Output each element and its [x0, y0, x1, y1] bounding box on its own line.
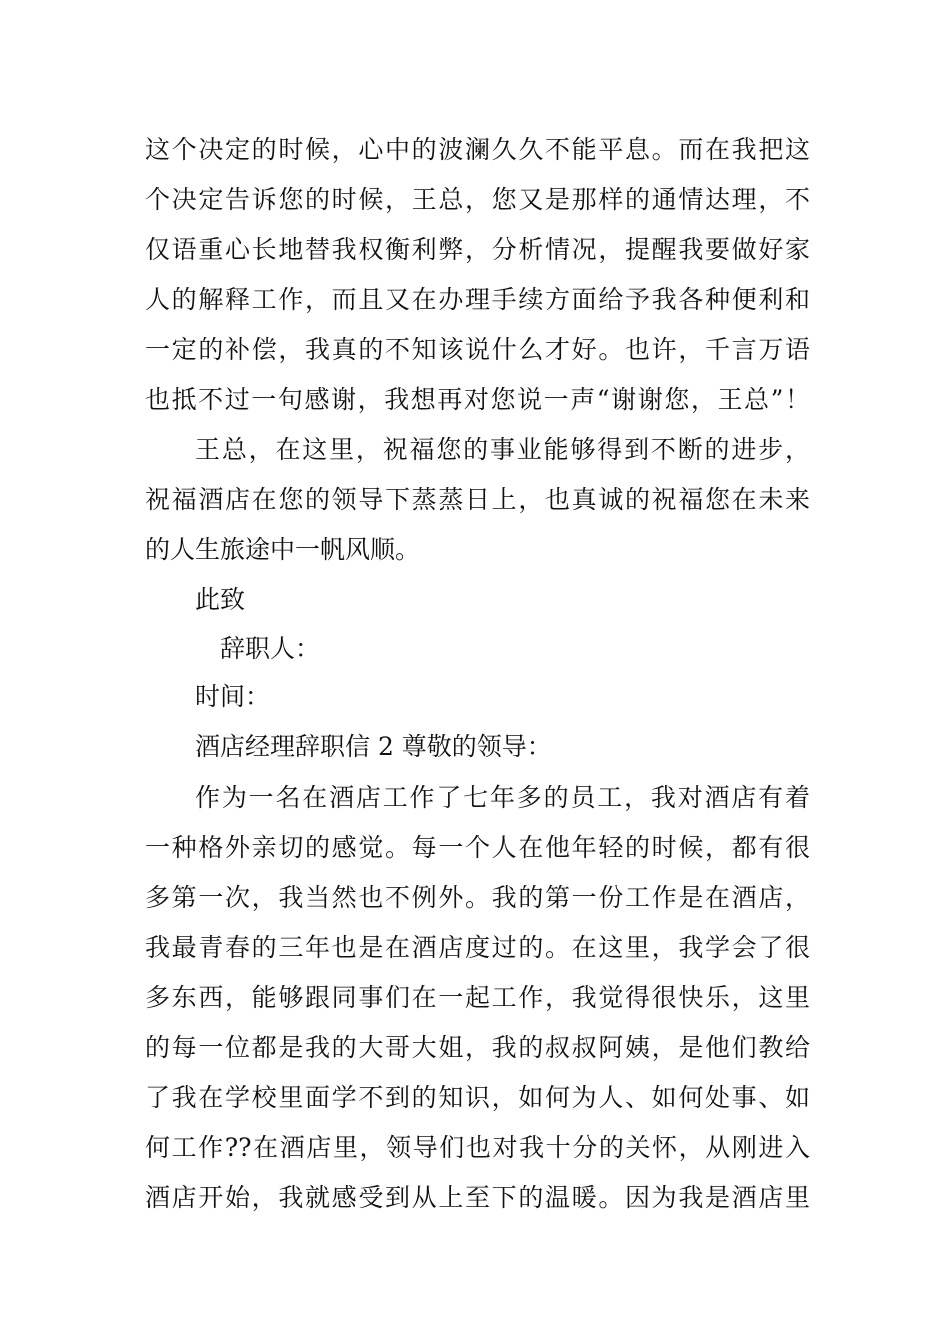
text-line: 何工作??在酒店里，领导们也对我十分的关怀，从刚进入: [145, 1133, 810, 1162]
text-line: 人的解释工作，而且又在办理手续方面给予我各种便利和: [145, 285, 810, 314]
text-line: 一定的补偿，我真的不知该说什么才好。也许，千言万语: [145, 335, 810, 364]
text-line: 这个决定的时候，心中的波澜久久不能平息。而在我把这: [145, 135, 810, 164]
section-heading: 酒店经理辞职信 2 尊敬的领导：: [195, 732, 552, 761]
text-line: 了我在学校里面学不到的知识，如何为人、如何处事、如: [145, 1083, 810, 1112]
text-line: 仅语重心长地替我权衡利弊，分析情况，提醒我要做好家: [145, 235, 810, 264]
text-line: 作为一名在酒店工作了七年多的员工，我对酒店有着: [195, 783, 810, 812]
closing-salutation: 此致: [195, 585, 246, 614]
text-line: 我最青春的三年也是在酒店度过的。在这里，我学会了很: [145, 933, 810, 962]
text-line: 的每一位都是我的大哥大姐，我的叔叔阿姨，是他们教给: [145, 1033, 810, 1062]
date-label: 时间：: [195, 682, 271, 711]
text-line: 王总，在这里，祝福您的事业能够得到不断的进步，: [195, 435, 810, 464]
signature-label: 辞职人：: [220, 634, 321, 663]
text-line: 多第一次，我当然也不例外。我的第一份工作是在酒店，: [145, 883, 810, 912]
text-line: 一种格外亲切的感觉。每一个人在他年轻的时候，都有很: [145, 833, 810, 862]
text-line: 祝福酒店在您的领导下蒸蒸日上，也真诚的祝福您在未来: [145, 485, 810, 514]
text-line: 个决定告诉您的时候，王总，您又是那样的通情达理，不: [145, 185, 810, 214]
text-line: 多东西，能够跟同事们在一起工作，我觉得很快乐，这里: [145, 983, 810, 1012]
text-line: 也抵不过一句感谢，我想再对您说一声“谢谢您，王总”！: [145, 385, 810, 414]
text-line: 的人生旅途中一帆风顺。: [145, 535, 421, 564]
text-line: 酒店开始，我就感受到从上至下的温暖。因为我是酒店里: [145, 1183, 810, 1212]
